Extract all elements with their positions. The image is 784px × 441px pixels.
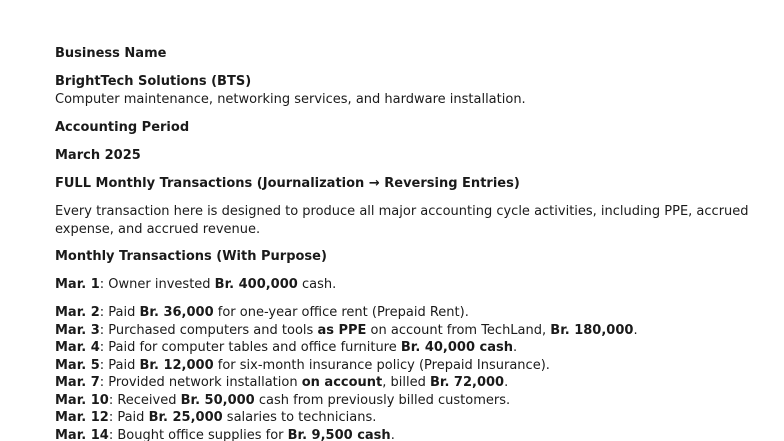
accounting-period-value: March 2025 xyxy=(55,148,141,163)
intro-paragraph: Every transaction here is designed to produce all major accounting cycle activities, including PPE, accrued expense, and accrued revenue. xyxy=(55,204,749,237)
transaction-date: Mar. 12 xyxy=(55,410,109,425)
transaction-item xyxy=(55,374,638,392)
transaction-item xyxy=(55,304,638,322)
transaction-text: cash from previously billed customers. xyxy=(254,392,511,408)
transaction-text: : Paid xyxy=(99,305,140,320)
monthly-transactions-heading: Monthly Transactions (With Purpose) xyxy=(55,249,327,264)
transaction-amount: Br. 25,000 xyxy=(148,410,223,425)
transaction-text: on account from TechLand, xyxy=(366,322,551,338)
transaction-text: . xyxy=(504,375,509,390)
transaction-first xyxy=(55,276,336,294)
transaction-text: : Owner invested xyxy=(99,277,215,292)
transaction-amount: on account xyxy=(301,375,383,390)
transaction-amount: Br. 72,000 xyxy=(430,375,505,390)
transaction-date: Mar. 14 xyxy=(55,427,109,441)
transaction-text: for one-year office rent (Prepaid Rent). xyxy=(213,305,469,320)
transaction-text: : Provided network installation xyxy=(99,375,302,390)
transaction-text: , billed xyxy=(382,375,430,390)
transaction-amount: Br. 40,000 cash xyxy=(400,340,513,355)
transaction-text: : Paid xyxy=(99,357,140,373)
transaction-text: salaries to technicians. xyxy=(222,410,377,425)
transaction-amount: Br. 180,000 xyxy=(550,322,634,338)
transaction-date: Mar. 7 xyxy=(55,375,100,390)
transaction-text: cash. xyxy=(297,277,337,292)
business-name-label: Business Name xyxy=(55,46,167,61)
transaction-item xyxy=(55,409,638,427)
company-description: Computer maintenance, networking services, and hardware installation. xyxy=(55,92,526,107)
transaction-text: for six-month insurance policy (Prepaid Insurance). xyxy=(213,357,550,373)
transaction-item xyxy=(55,357,638,375)
transaction-amount: Br. 36,000 xyxy=(139,305,214,320)
company-name: BrightTech Solutions (BTS) xyxy=(55,74,252,89)
transaction-item xyxy=(55,322,638,340)
transaction-item xyxy=(55,339,638,357)
transaction-item xyxy=(55,276,336,294)
transaction-amount: Br. 9,500 cash xyxy=(287,427,391,441)
transaction-date: Mar. 4 xyxy=(55,340,100,355)
transaction-text: : Paid for computer tables and office furniture xyxy=(99,340,401,355)
transaction-text: : Received xyxy=(108,392,181,408)
transaction-amount: Br. 50,000 xyxy=(180,392,255,408)
transaction-date: Mar. 1 xyxy=(55,277,100,292)
accounting-period-label: Accounting Period xyxy=(55,120,190,135)
transaction-text: . xyxy=(633,322,638,338)
transaction-amount: Br. 12,000 xyxy=(139,357,214,373)
transaction-date: Mar. 3 xyxy=(55,322,100,338)
transaction-date: Mar. 10 xyxy=(55,392,109,408)
transaction-text: . xyxy=(390,427,395,441)
transaction-text: : Paid xyxy=(108,410,149,425)
transaction-text: : Purchased computers and tools xyxy=(99,322,318,338)
transaction-item xyxy=(55,427,638,441)
transaction-list xyxy=(55,304,638,441)
transaction-date: Mar. 5 xyxy=(55,357,100,373)
transaction-date: Mar. 2 xyxy=(55,305,100,320)
transaction-amount: as PPE xyxy=(317,322,367,338)
transaction-item xyxy=(55,392,638,410)
transaction-text: : Bought office supplies for xyxy=(108,427,288,441)
transaction-amount: Br. 400,000 xyxy=(214,277,298,292)
full-transactions-heading: FULL Monthly Transactions (Journalization → Reversing Entries) xyxy=(55,176,520,191)
transaction-text: . xyxy=(512,340,518,355)
